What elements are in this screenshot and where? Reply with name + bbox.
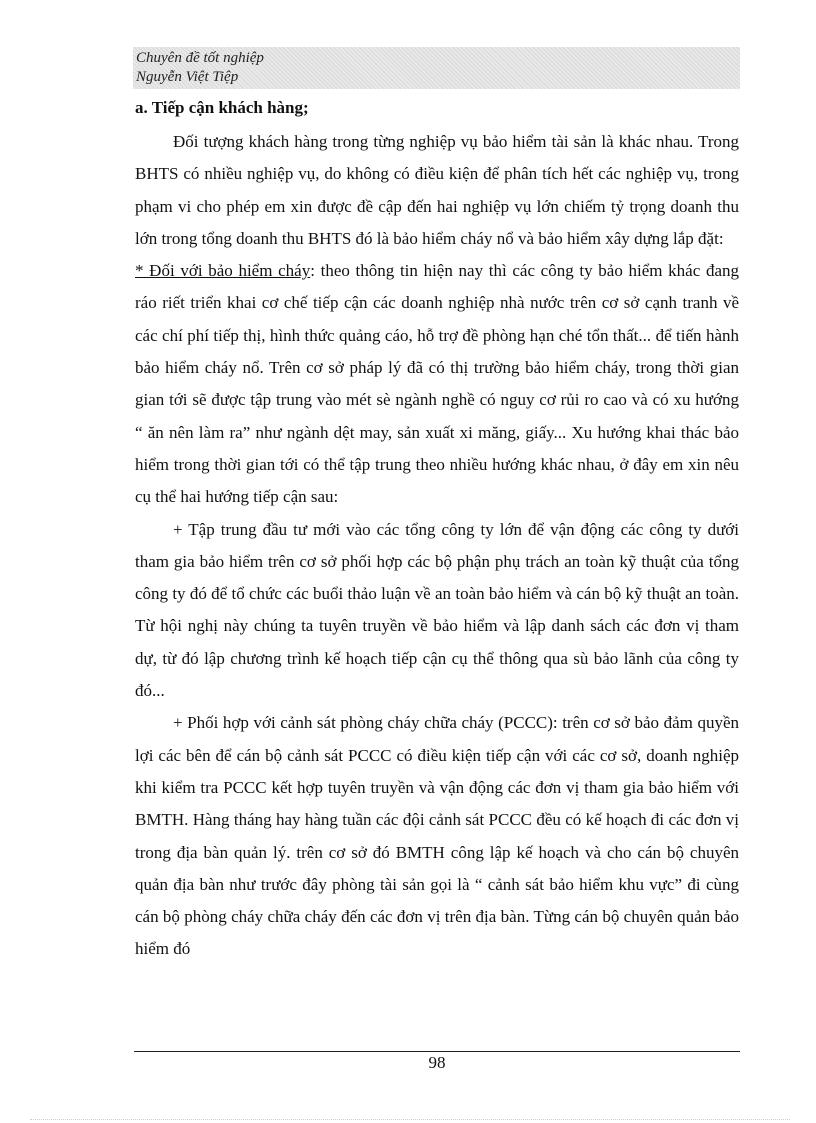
paragraph-approach-fire-police: + Phối hợp với cảnh sát phòng cháy chữa cháy (PCCC): trên cơ sở bảo đảm quyền lợi các bên để cán bộ cảnh sát PCCC có điều kiện tiếp cận với các cơ sở, doanh nghiệp khi kiểm tra PCCC kết hợp tuyên truyền và vận động các đơn vị tham gia bảo hiểm với BMTH. Hàng tháng hay hàng tuần các đội cảnh sát PCCC đều có kế hoạch đi các đơn vị trong địa bàn quản lý. trên cơ sở đó BMTH công lập kế hoạch và cho cán bộ chuyên quản địa bàn như trước đây phòng tài sản gọi là “ cảnh sát bảo hiểm khu vực” đi cùng cán bộ phòng cháy chữa cháy đến các đơn vị trên địa bàn. Từng cán bộ chuyên quản bảo hiểm đó bbox=[135, 713, 739, 959]
running-header bbox=[133, 47, 740, 89]
paragraph-approach-corporations: + Tập trung đầu tư mới vào các tổng công ty lớn để vận động các công ty dưới tham gia bảo hiểm trên cơ sở phối hợp các bộ phận phụ trách an toàn kỹ thuật của tổng công ty đó để tổ chức các buổi thảo luận về an toàn bảo hiểm và cán bộ kỹ thuật an toàn. Từ hội nghị này chúng ta tuyên truyền về bảo hiểm và lập danh sách các đơn vị tham dự, từ đó lập chương trình kế hoạch tiếp cận cụ thể thông qua sù bảo lãnh của công ty đó... bbox=[135, 519, 739, 701]
page-bottom-edge bbox=[30, 1119, 790, 1120]
paragraph-intro: Đối tượng khách hàng trong từng nghiệp vụ bảo hiểm tài sản là khác nhau. Trong BHTS có nhiều nghiệp vụ, do không có điều kiện để phân tích hết các nghiệp vụ, trong phạm vi cho phép em xin được đề cập đến hai nghiệp vụ lớn chiếm tỷ trọng doanh thu lớn trong tổng doanh thu BHTS đó là bảo hiểm cháy nổ và bảo hiểm xây dựng lắp đặt: bbox=[135, 132, 739, 248]
footer-divider bbox=[134, 1051, 740, 1052]
section-heading: a. Tiếp cận khách hàng; bbox=[135, 98, 309, 117]
header-author-name: Nguyễn Việt Tiệp bbox=[136, 69, 239, 85]
header-document-title: Chuyên đề tốt nghiệp bbox=[136, 50, 264, 66]
page-number: 98 bbox=[428, 1053, 446, 1072]
paragraph-fire-insurance bbox=[135, 255, 739, 513]
fire-insurance-text: : theo thông tin hiện nay thì các công ty bảo hiểm khác đang ráo riết triển khai cơ chế tiếp cận các doanh nghiệp nhà nước trên cơ sở cạnh tranh về các chí phí tiếp thị, hình thức quảng cáo, hỗ trợ đề phòng hạn ché tổn thất... để tiến hành bảo hiểm cháy nổ. Trên cơ sở pháp lý đã có thị trường bảo hiểm cháy, trong thời gian gian tới sẽ được tập trung vào mét sè ngành nghề có nguy cơ rủi ro cao và có xu hướng “ ăn nên làm ra” như ngành dệt may, sản xuất xi măng, giấy... Xu hướng khai thác bảo hiểm trong thời gian tới có thể tập trung theo nhiều hướng khác nhau, ở đây em xin nêu cụ thể hai hướng tiếp cận sau: bbox=[135, 261, 739, 507]
page-body bbox=[135, 90, 739, 966]
fire-insurance-label: * Đối với bảo hiểm cháy bbox=[135, 261, 311, 281]
